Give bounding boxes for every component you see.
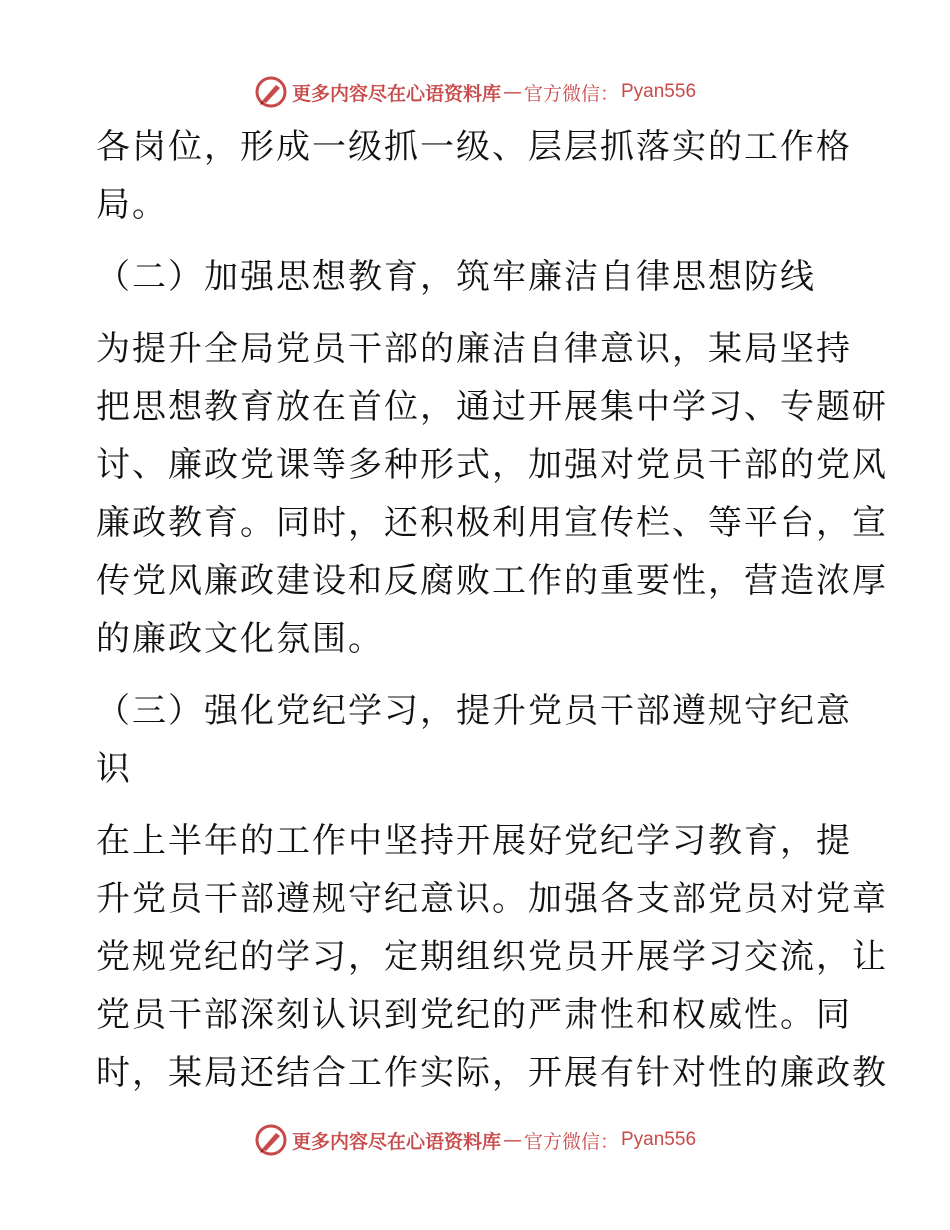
body-line: 局。 — [96, 185, 168, 225]
watermark-separator: — — [502, 81, 522, 103]
body-line: 的廉政文化氛围。 — [96, 619, 384, 659]
body-line: 在上半年的工作中坚持开展好党纪学习教育，提 — [96, 821, 852, 861]
body-line: 为提升全局党员干部的廉洁自律意识，某局坚持 — [96, 329, 852, 369]
body-line: 廉政教育。同时，还积极利用宣传栏、等平台，宣 — [96, 503, 888, 543]
body-line: 党规党纪的学习，定期组织党员开展学习交流，让 — [96, 937, 888, 977]
watermark-wechat-id: Pyan556 — [621, 1129, 697, 1150]
section-heading-3-cont: 识 — [96, 749, 132, 789]
body-line: 传党风廉政建设和反腐败工作的重要性，营造浓厚 — [96, 561, 888, 601]
body-line: 把思想教育放在首位，通过开展集中学习、专题研 — [96, 387, 888, 427]
watermark-official-label: 官方微信： — [523, 82, 619, 105]
body-line: 讨、廉政党课等多种形式，加强对党员干部的党风 — [96, 445, 888, 485]
header-watermark — [0, 72, 950, 112]
footer-watermark — [0, 1120, 950, 1160]
body-line: 升党员干部遵规守纪意识。加强各支部党员对党章 — [96, 879, 888, 919]
section-heading-2: （二）加强思想教育，筑牢廉洁自律思想防线 — [96, 257, 816, 297]
body-line: 各岗位，形成一级抓一级、层层抓落实的工作格 — [96, 127, 852, 167]
watermark-wechat-id: Pyan556 — [621, 81, 697, 102]
pen-logo-icon — [254, 75, 288, 109]
watermark-site-text: 更多内容尽在心语资料库 — [291, 1130, 501, 1153]
pen-logo-icon — [254, 1123, 288, 1157]
body-line: 党员干部深刻认识到党纪的严肃性和权威性。同 — [96, 995, 852, 1035]
document-body — [96, 118, 888, 1102]
body-line: 时，某局还结合工作实际，开展有针对性的廉政教 — [96, 1053, 888, 1093]
watermark-official-label: 官方微信： — [523, 1130, 619, 1153]
section-heading-3: （三）强化党纪学习，提升党员干部遵规守纪意 — [96, 691, 852, 731]
watermark-site-text: 更多内容尽在心语资料库 — [291, 82, 501, 105]
watermark-separator: — — [502, 1129, 522, 1151]
